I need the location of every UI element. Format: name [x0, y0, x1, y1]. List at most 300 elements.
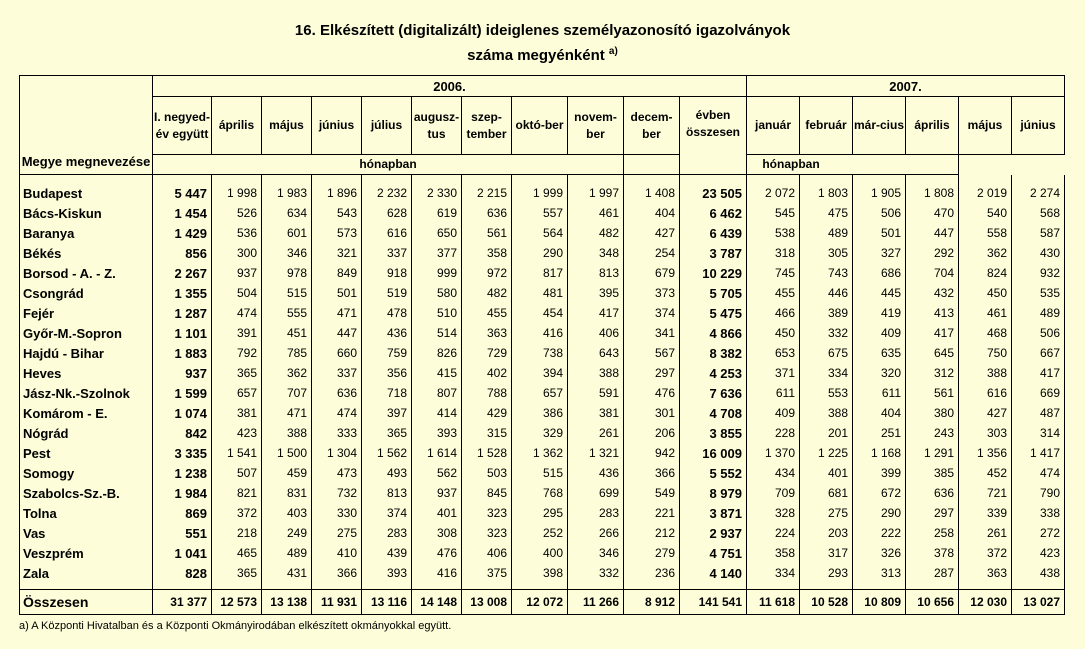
row-value: 660	[312, 343, 362, 363]
row-value: 388	[262, 423, 312, 443]
column-header-c2007-0: január	[747, 97, 800, 155]
row-value: 493	[362, 463, 412, 483]
row-value: 13 027	[1012, 590, 1065, 615]
row-value: 451	[262, 323, 312, 343]
row-value: 323	[462, 523, 512, 543]
row-value: 381	[568, 403, 624, 423]
row-value: 417	[1012, 363, 1065, 383]
row-value: 318	[747, 243, 800, 263]
row-value: 643	[568, 343, 624, 363]
row-value: 415	[412, 363, 462, 383]
row-value: 388	[568, 363, 624, 383]
row-value: 679	[624, 263, 680, 283]
row-value: 5 475	[680, 303, 747, 323]
row-value: 450	[959, 283, 1012, 303]
row-value: 402	[462, 363, 512, 383]
row-value: 372	[212, 503, 262, 523]
row-value: 1 321	[568, 443, 624, 463]
row-value: 330	[312, 503, 362, 523]
row-value: 759	[362, 343, 412, 363]
row-county-name: Fejér	[20, 303, 153, 323]
table-row	[20, 523, 1065, 543]
table-title-line2	[0, 46, 1085, 64]
row-value: 718	[362, 383, 412, 403]
row-value: 2 072	[747, 181, 800, 203]
row-value: 283	[362, 523, 412, 543]
row-county-name: Bács-Kiskun	[20, 203, 153, 223]
row-value: 501	[853, 223, 906, 243]
row-value: 401	[412, 503, 462, 523]
row-value: 427	[959, 403, 1012, 423]
row-value: 321	[312, 243, 362, 263]
row-value: 535	[1012, 283, 1065, 303]
row-county-name: Heves	[20, 363, 153, 383]
row-value: 587	[1012, 223, 1065, 243]
row-value: 358	[747, 543, 800, 563]
row-value: 31 377	[153, 590, 212, 615]
row-value: 3 787	[680, 243, 747, 263]
row-value: 275	[312, 523, 362, 543]
row-value: 792	[212, 343, 262, 363]
row-value: 328	[747, 503, 800, 523]
row-value: 423	[212, 423, 262, 443]
row-value: 13 116	[362, 590, 412, 615]
row-value: 397	[362, 403, 412, 423]
row-value: 5 705	[680, 283, 747, 303]
row-value: 8 382	[680, 343, 747, 363]
row-value: 845	[462, 483, 512, 503]
row-value: 2 330	[412, 181, 462, 203]
row-value: 362	[262, 363, 312, 383]
row-value: 11 931	[312, 590, 362, 615]
row-value: 1 417	[1012, 443, 1065, 463]
column-header-c2006-5: augusz-tus	[412, 97, 462, 155]
row-county-name: Szabolcs-Sz.-B.	[20, 483, 153, 503]
table-row	[20, 503, 1065, 523]
row-value: 842	[153, 423, 212, 443]
row-value: 395	[568, 283, 624, 303]
table-row	[20, 303, 1065, 323]
row-value: 416	[412, 563, 462, 583]
row-value: 475	[800, 203, 853, 223]
row-county-name: Borsod - A. - Z.	[20, 263, 153, 283]
row-value: 507	[212, 463, 262, 483]
row-value: 356	[362, 363, 412, 383]
row-value: 807	[412, 383, 462, 403]
row-value: 432	[906, 283, 959, 303]
row-county-name: Somogy	[20, 463, 153, 483]
row-value: 366	[624, 463, 680, 483]
table-row	[20, 383, 1065, 403]
row-value: 2 274	[1012, 181, 1065, 203]
row-value: 561	[462, 223, 512, 243]
title-line2-text: száma megyénként	[467, 47, 605, 64]
row-value: 591	[568, 383, 624, 403]
row-value: 326	[853, 543, 906, 563]
row-value: 403	[262, 503, 312, 523]
row-value: 817	[512, 263, 568, 283]
row-county-name: Pest	[20, 443, 153, 463]
row-value: 293	[800, 563, 853, 583]
row-value: 452	[959, 463, 1012, 483]
row-value: 348	[568, 243, 624, 263]
row-value: 400	[512, 543, 568, 563]
row-value: 8 912	[624, 590, 680, 615]
column-header-c2006-9: decem-ber	[624, 97, 680, 155]
row-value: 251	[853, 423, 906, 443]
row-value: 707	[262, 383, 312, 403]
row-value: 429	[462, 403, 512, 423]
row-value: 2 267	[153, 263, 212, 283]
row-value: 553	[800, 383, 853, 403]
row-value: 681	[800, 483, 853, 503]
row-value: 4 253	[680, 363, 747, 383]
row-value: 312	[906, 363, 959, 383]
row-value: 506	[1012, 323, 1065, 343]
row-county-name: Nógrád	[20, 423, 153, 443]
row-value: 459	[262, 463, 312, 483]
row-value: 141 541	[680, 590, 747, 615]
row-value: 290	[853, 503, 906, 523]
table-row	[20, 443, 1065, 463]
row-value: 417	[906, 323, 959, 343]
row-value: 12 072	[512, 590, 568, 615]
row-value: 1 225	[800, 443, 853, 463]
row-value: 385	[906, 463, 959, 483]
row-value: 768	[512, 483, 568, 503]
row-value: 10 809	[853, 590, 906, 615]
row-county-name: Vas	[20, 523, 153, 543]
row-value: 869	[153, 503, 212, 523]
row-value: 362	[959, 243, 1012, 263]
row-value: 558	[959, 223, 1012, 243]
row-value: 388	[800, 403, 853, 423]
row-value: 292	[906, 243, 959, 263]
header-unit-2007: hónapban	[624, 155, 959, 175]
row-value: 332	[568, 563, 624, 583]
column-header-c2007-2: már-cius	[853, 97, 906, 155]
row-value: 1 599	[153, 383, 212, 403]
row-value: 381	[212, 403, 262, 423]
row-value: 398	[512, 563, 568, 583]
row-value: 476	[624, 383, 680, 403]
row-value: 478	[362, 303, 412, 323]
row-value: 419	[853, 303, 906, 323]
row-value: 536	[212, 223, 262, 243]
row-value: 567	[624, 343, 680, 363]
row-value: 338	[1012, 503, 1065, 523]
row-value: 669	[1012, 383, 1065, 403]
row-value: 1 896	[312, 181, 362, 203]
row-value: 371	[747, 363, 800, 383]
row-value: 821	[212, 483, 262, 503]
row-county-name: Győr-M.-Sopron	[20, 323, 153, 343]
row-value: 252	[512, 523, 568, 543]
row-value: 341	[624, 323, 680, 343]
row-value: 732	[312, 483, 362, 503]
row-county-name: Jász-Nk.-Szolnok	[20, 383, 153, 403]
row-value: 506	[853, 203, 906, 223]
row-value: 1 984	[153, 483, 212, 503]
row-value: 221	[624, 503, 680, 523]
row-value: 1 998	[212, 181, 262, 203]
row-value: 474	[312, 403, 362, 423]
row-value: 1 101	[153, 323, 212, 343]
row-value: 545	[747, 203, 800, 223]
row-value: 745	[747, 263, 800, 283]
table-row	[20, 323, 1065, 343]
row-value: 564	[512, 223, 568, 243]
row-value: 1 905	[853, 181, 906, 203]
row-value: 201	[800, 423, 853, 443]
row-value: 645	[906, 343, 959, 363]
row-value: 8 979	[680, 483, 747, 503]
row-value: 790	[1012, 483, 1065, 503]
column-header-c2007-3: április	[906, 97, 959, 155]
row-value: 430	[1012, 243, 1065, 263]
row-value: 568	[1012, 203, 1065, 223]
row-value: 481	[512, 283, 568, 303]
row-value: 10 656	[906, 590, 959, 615]
row-value: 489	[262, 543, 312, 563]
row-value: 308	[412, 523, 462, 543]
row-value: 2 232	[362, 181, 412, 203]
row-value: 297	[624, 363, 680, 383]
row-county-name: Budapest	[20, 181, 153, 203]
row-value: 1 803	[800, 181, 853, 203]
row-value: 538	[747, 223, 800, 243]
row-value: 482	[462, 283, 512, 303]
row-value: 555	[262, 303, 312, 323]
row-value: 436	[362, 323, 412, 343]
row-value: 339	[959, 503, 1012, 523]
row-value: 254	[624, 243, 680, 263]
row-value: 261	[959, 523, 1012, 543]
row-value: 573	[312, 223, 362, 243]
row-value: 431	[262, 563, 312, 583]
row-value: 212	[624, 523, 680, 543]
column-header-c2007-1: február	[800, 97, 853, 155]
row-value: 365	[212, 563, 262, 583]
row-value: 1 500	[262, 443, 312, 463]
row-value: 999	[412, 263, 462, 283]
row-value: 305	[800, 243, 853, 263]
row-value: 470	[906, 203, 959, 223]
row-value: 6 439	[680, 223, 747, 243]
row-county-name: Hajdú - Bihar	[20, 343, 153, 363]
row-value: 557	[512, 203, 568, 223]
row-value: 461	[959, 303, 1012, 323]
table-row	[20, 463, 1065, 483]
row-value: 363	[462, 323, 512, 343]
row-value: 831	[262, 483, 312, 503]
row-value: 473	[312, 463, 362, 483]
row-value: 295	[512, 503, 568, 523]
row-value: 404	[853, 403, 906, 423]
row-value: 23 505	[680, 181, 747, 203]
row-value: 1 997	[568, 181, 624, 203]
row-value: 461	[568, 203, 624, 223]
row-value: 1 999	[512, 181, 568, 203]
header-year-2006: 2006.	[153, 76, 747, 97]
row-value: 657	[512, 383, 568, 403]
row-value: 279	[624, 543, 680, 563]
row-value: 704	[906, 263, 959, 283]
row-value: 455	[747, 283, 800, 303]
row-county-name: Csongrád	[20, 283, 153, 303]
row-county-name: Komárom - E.	[20, 403, 153, 423]
row-value: 313	[853, 563, 906, 583]
row-value: 16 009	[680, 443, 747, 463]
row-value: 363	[959, 563, 1012, 583]
row-value: 2 215	[462, 181, 512, 203]
row-value: 611	[747, 383, 800, 403]
row-value: 409	[747, 403, 800, 423]
row-value: 410	[312, 543, 362, 563]
row-value: 228	[747, 423, 800, 443]
row-value: 826	[412, 343, 462, 363]
row-value: 540	[959, 203, 1012, 223]
row-value: 1 238	[153, 463, 212, 483]
row-value: 300	[212, 243, 262, 263]
column-header-c2007-5: június	[1012, 97, 1065, 155]
row-value: 10 528	[800, 590, 853, 615]
row-value: 729	[462, 343, 512, 363]
row-value: 1 287	[153, 303, 212, 323]
row-value: 510	[412, 303, 462, 323]
row-value: 856	[153, 243, 212, 263]
row-value: 380	[906, 403, 959, 423]
column-header-c2006-10: évben összesen	[680, 97, 747, 175]
table-row	[20, 363, 1065, 383]
row-value: 399	[853, 463, 906, 483]
column-header-c2006-2: május	[262, 97, 312, 155]
row-value: 1 983	[262, 181, 312, 203]
row-value: 489	[800, 223, 853, 243]
row-value: 1 408	[624, 181, 680, 203]
row-value: 1 614	[412, 443, 462, 463]
row-value: 333	[312, 423, 362, 443]
row-value: 303	[959, 423, 1012, 443]
row-value: 266	[568, 523, 624, 543]
row-value: 203	[800, 523, 853, 543]
row-value: 394	[512, 363, 568, 383]
row-value: 5 552	[680, 463, 747, 483]
row-value: 389	[800, 303, 853, 323]
row-value: 549	[624, 483, 680, 503]
row-value: 406	[568, 323, 624, 343]
row-value: 721	[959, 483, 1012, 503]
row-value: 504	[212, 283, 262, 303]
row-value: 4 140	[680, 563, 747, 583]
table-title: 16. Elkészített (digitalizált) ideiglenes személyazonosító igazolványok	[294, 22, 791, 39]
row-value: 14 148	[412, 590, 462, 615]
row-value: 388	[959, 363, 1012, 383]
row-value: 249	[262, 523, 312, 543]
row-value: 653	[747, 343, 800, 363]
table-row	[20, 283, 1065, 303]
row-value: 474	[1012, 463, 1065, 483]
row-value: 942	[624, 443, 680, 463]
row-value: 206	[624, 423, 680, 443]
row-value: 476	[412, 543, 462, 563]
row-value: 937	[212, 263, 262, 283]
column-header-c2006-7: októ-ber	[512, 97, 568, 155]
row-value: 503	[462, 463, 512, 483]
row-value: 446	[800, 283, 853, 303]
data-table	[19, 75, 1065, 615]
row-value: 1 454	[153, 203, 212, 223]
table-row	[20, 263, 1065, 283]
row-value: 386	[512, 403, 568, 423]
row-value: 1 355	[153, 283, 212, 303]
row-value: 1 362	[512, 443, 568, 463]
row-value: 489	[1012, 303, 1065, 323]
column-header-c2006-6: szep-tember	[462, 97, 512, 155]
row-value: 788	[462, 383, 512, 403]
row-value: 743	[800, 263, 853, 283]
row-value: 438	[1012, 563, 1065, 583]
row-value: 290	[512, 243, 568, 263]
table-row	[20, 483, 1065, 503]
row-value: 601	[262, 223, 312, 243]
row-value: 11 266	[568, 590, 624, 615]
table-row	[20, 563, 1065, 583]
row-value: 455	[462, 303, 512, 323]
row-value: 10 229	[680, 263, 747, 283]
row-value: 11 618	[747, 590, 800, 615]
row-value: 580	[412, 283, 462, 303]
row-value: 258	[906, 523, 959, 543]
row-value: 628	[362, 203, 412, 223]
row-value: 3 335	[153, 443, 212, 463]
row-value: 320	[853, 363, 906, 383]
header-year-2007: 2007.	[747, 76, 1065, 97]
row-value: 391	[212, 323, 262, 343]
row-value: 514	[412, 323, 462, 343]
row-value: 12 573	[212, 590, 262, 615]
row-value: 667	[1012, 343, 1065, 363]
row-value: 261	[568, 423, 624, 443]
row-value: 297	[906, 503, 959, 523]
table-row	[20, 243, 1065, 263]
row-value: 374	[362, 503, 412, 523]
row-value: 636	[906, 483, 959, 503]
row-value: 465	[212, 543, 262, 563]
row-value: 1 808	[906, 181, 959, 203]
row-value: 283	[568, 503, 624, 523]
row-value: 377	[412, 243, 462, 263]
row-value: 275	[800, 503, 853, 523]
row-value: 450	[747, 323, 800, 343]
row-value: 434	[747, 463, 800, 483]
row-value: 561	[906, 383, 959, 403]
table-row	[20, 543, 1065, 563]
row-value: 482	[568, 223, 624, 243]
row-value: 616	[959, 383, 1012, 403]
row-value: 447	[906, 223, 959, 243]
row-value: 657	[212, 383, 262, 403]
row-value: 224	[747, 523, 800, 543]
row-value: 417	[568, 303, 624, 323]
row-value: 562	[412, 463, 462, 483]
row-value: 2 937	[680, 523, 747, 543]
row-value: 7 636	[680, 383, 747, 403]
footnote: a) A Központi Hivatalban és a Központi Okmányirodában elkészített okmányokkal együtt.	[19, 620, 452, 632]
title-footnote-mark: a)	[608, 46, 618, 57]
row-value: 1 074	[153, 403, 212, 423]
row-value: 636	[462, 203, 512, 223]
